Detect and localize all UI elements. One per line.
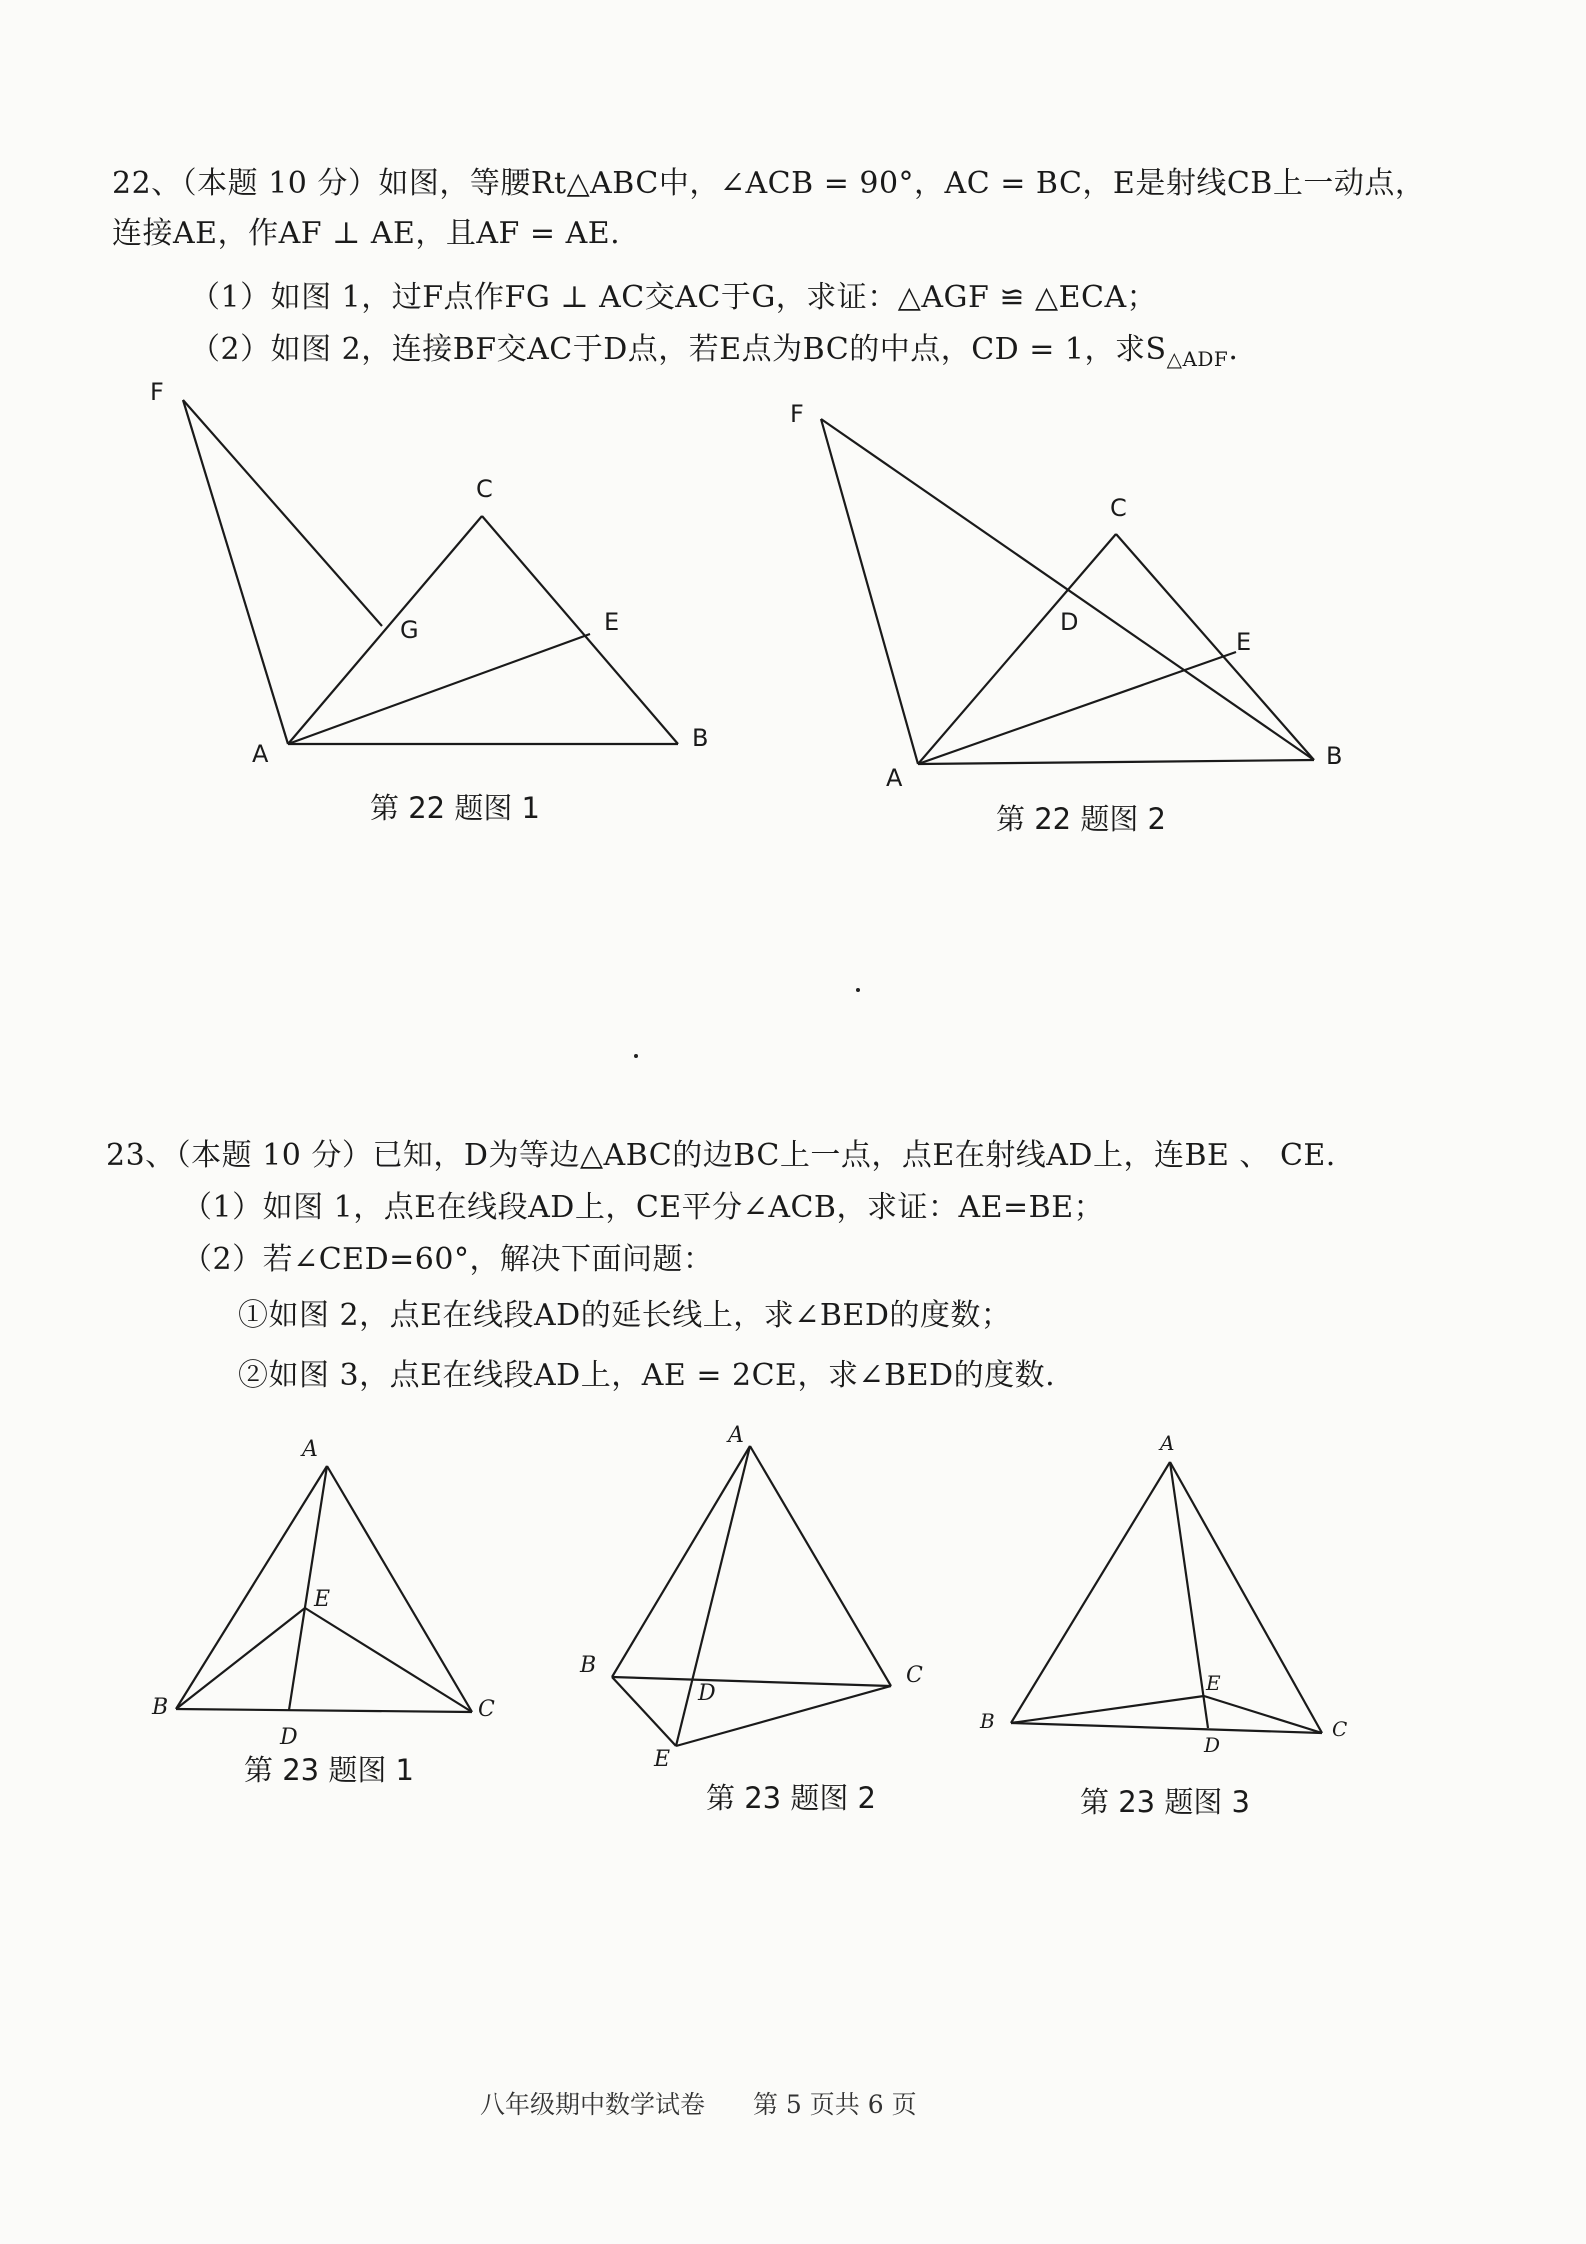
q23-fig3-seg-AC [1170,1462,1322,1733]
q23-fig3-caption: 第 23 题图 3 [1080,1785,1251,1819]
page-footer [480,2085,957,2121]
q23-fig3-seg-AD [1170,1462,1208,1728]
q22-fig1-label-C: C [476,475,493,503]
q23-fig1-label-B: B [152,1695,169,1720]
q23-fig1-label-C: C [478,1697,495,1722]
q23-fig2-seg-AC [750,1446,891,1686]
q23-fig3-seg-BC [1011,1723,1322,1733]
q23-fig2-diagram [612,1446,891,1746]
q23-line1: 23、（本题 10 分）已知，D为等边△ABC的边BC上一点，点E在射线AD上，连BE 、 CE. [106,1138,1336,1173]
q22-fig2-diagram [821,419,1314,764]
q22-fig1-seg-AE [288,634,590,744]
q22-fig2-label-D: D [1060,608,1079,636]
q22-fig2-seg-AB [918,760,1314,764]
q23-fig2-label-E: E [654,1747,671,1772]
q22-fig1-label-G: G [400,616,419,644]
q23-fig3-label-E: E [1206,1671,1221,1695]
q23-fig1-label-E: E [314,1587,331,1612]
scan-dot [856,988,860,992]
q22-fig1-label-A: A [252,740,269,768]
q23-fig2-label-A: A [728,1423,744,1448]
q22-part2-subscript: △ADF [1166,347,1229,371]
footer-page-number: 第 5 页共 6 页 [752,2090,917,2119]
q22-part2-text: （2）如图 2，连接BF交AC于D点，若E点为BC的中点，CD = 1，求S [190,332,1167,367]
q23-fig1-label-A: A [302,1437,318,1462]
q23-fig3-seg-BE [1011,1696,1204,1723]
q23-fig3-label-D: D [1204,1733,1221,1757]
q23-fig1-seg-BC [176,1709,472,1712]
q23-fig2-seg-BC [612,1677,891,1686]
q22-line1: 22、（本题 10 分）如图，等腰Rt△ABC中，∠ACB = 90°，AC = BC，E是射线CB上一动点， [112,166,1426,201]
q22-part1: （1）如图 1，过F点作FG ⊥ AC交AC于G，求证：△AGF ≌ △ECA； [190,280,1158,315]
q22-fig2-label-B: B [1326,742,1343,770]
q23-part2: （2）若∠CED=60°，解决下面问题： [182,1242,714,1277]
q22-fig2-label-A: A [886,764,903,792]
q23-fig2-seg-BE [612,1677,676,1746]
q23-fig3-label-B: B [980,1709,995,1733]
q22-part2-end: . [1228,332,1239,367]
q23-fig1-label-D: D [280,1725,298,1750]
q23-sub1: ①如图 2，点E在线段AD的延长线上，求∠BED的度数； [238,1298,1012,1333]
footer-title: 八年级期中数学试卷 [480,2090,706,2119]
q22-fig2-seg-FB [821,419,1314,760]
q22-fig1-label-F: F [150,378,164,406]
q23-sub2: ②如图 3，点E在线段AD上，AE = 2CE，求∠BED的度数. [238,1358,1056,1393]
q22-fig1-label-B: B [692,724,709,752]
q23-fig3-seg-AB [1011,1462,1170,1723]
q23-fig2-label-B: B [580,1653,597,1678]
q22-fig2-label-C: C [1110,494,1127,522]
q22-fig1-seg-AF [183,400,288,744]
q23-fig1-caption: 第 23 题图 1 [244,1753,415,1787]
q22-fig1-caption: 第 22 题图 1 [370,791,541,825]
q23-fig3-label-C: C [1332,1717,1348,1741]
q23-fig1-seg-AB [176,1466,327,1709]
q23-fig2-caption: 第 23 题图 2 [706,1781,877,1815]
q23-fig1-seg-CE [305,1608,472,1712]
q22-fig2-label-F: F [790,400,804,428]
q22-fig2-label-E: E [1236,628,1252,656]
q23-part1: （1）如图 1，点E在线段AD上，CE平分∠ACB，求证：AE=BE； [182,1190,1105,1225]
q22-fig1-diagram [183,400,678,744]
q23-fig2-label-D: D [698,1681,716,1706]
q23-fig3-label-A: A [1160,1431,1175,1455]
q23-fig2-label-C: C [906,1663,923,1688]
q22-fig1-seg-FG [183,400,382,626]
q22-fig2-seg-AF [821,419,918,764]
q22-fig2-seg-CB [1116,534,1314,760]
q23-fig1-seg-AC [327,1466,472,1712]
q22-line2: 连接AE，作AF ⊥ AE，且AF = AE. [112,216,621,251]
q23-fig2-seg-AB [612,1446,750,1677]
q22-fig1-label-E: E [604,608,620,636]
q22-fig2-caption: 第 22 题图 2 [996,802,1167,836]
q23-fig3-diagram [1011,1462,1322,1733]
q22-fig1-seg-CB [482,516,678,744]
q23-fig1-seg-BE [176,1608,305,1709]
scan-dot [634,1054,638,1058]
